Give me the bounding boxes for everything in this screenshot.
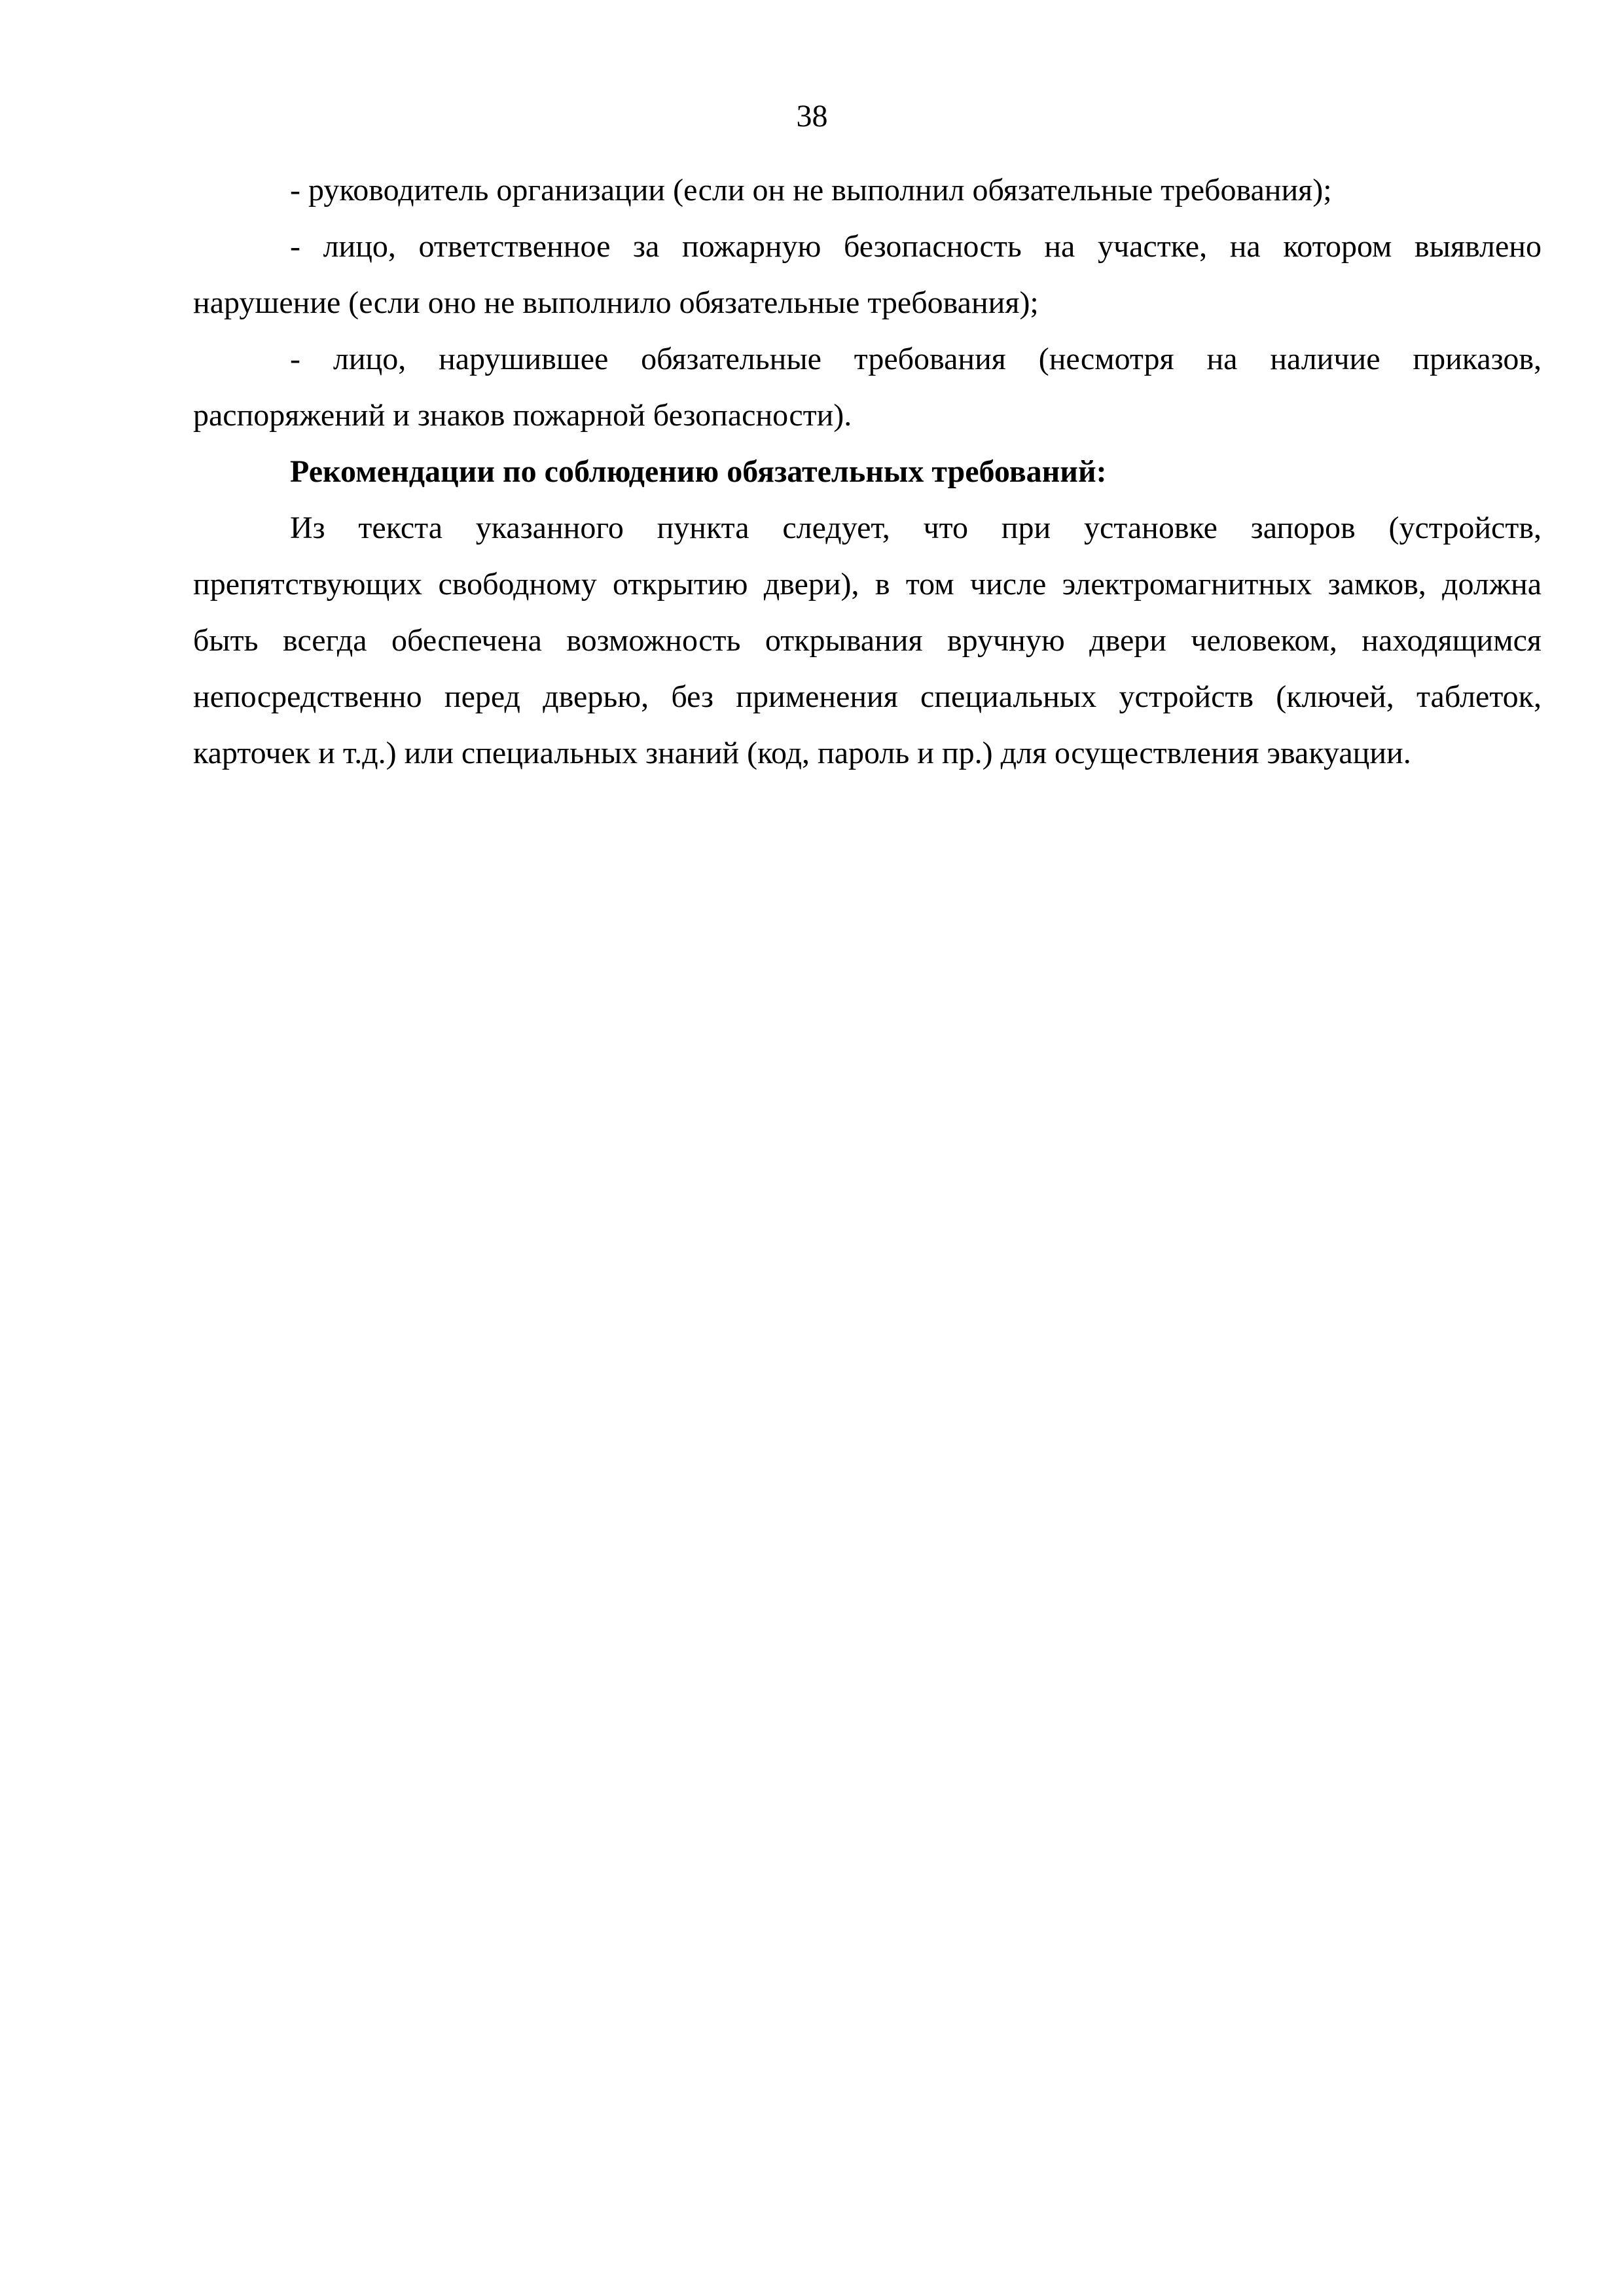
page-number: 38 — [796, 99, 828, 134]
section-heading: Рекомендации по соблюдению обязательных требований: — [290, 454, 1107, 489]
document-body — [193, 162, 1542, 781]
list-item-violator: - лицо, нарушившее обязательные требования (несмотря на наличие приказов, распоряжений и знаков пожарной безопасности). — [193, 342, 1542, 433]
recommendation-paragraph: Из текста указанного пункта следует, что при установке запоров (устройств, препятствующих свободному открытию двери), в том числе электромагнитных замков, должна быть всегда обеспечена возможность открывания вручную двери человеком, находящимся непосредственно перед дверью, без применения специальных устройств (ключей, таблеток, карточек и т.д.) или специальных знаний (код, пароль и пр.) для осуществления эвакуации. — [193, 511, 1542, 770]
list-item-head-of-organization: - руководитель организации (если он не выполнил обязательные требования); — [290, 173, 1332, 207]
list-item-fire-safety-responsible: - лицо, ответственное за пожарную безопасность на участке, на котором выявлено нарушение (если оно не выполнило обязательные требования); — [193, 229, 1542, 320]
